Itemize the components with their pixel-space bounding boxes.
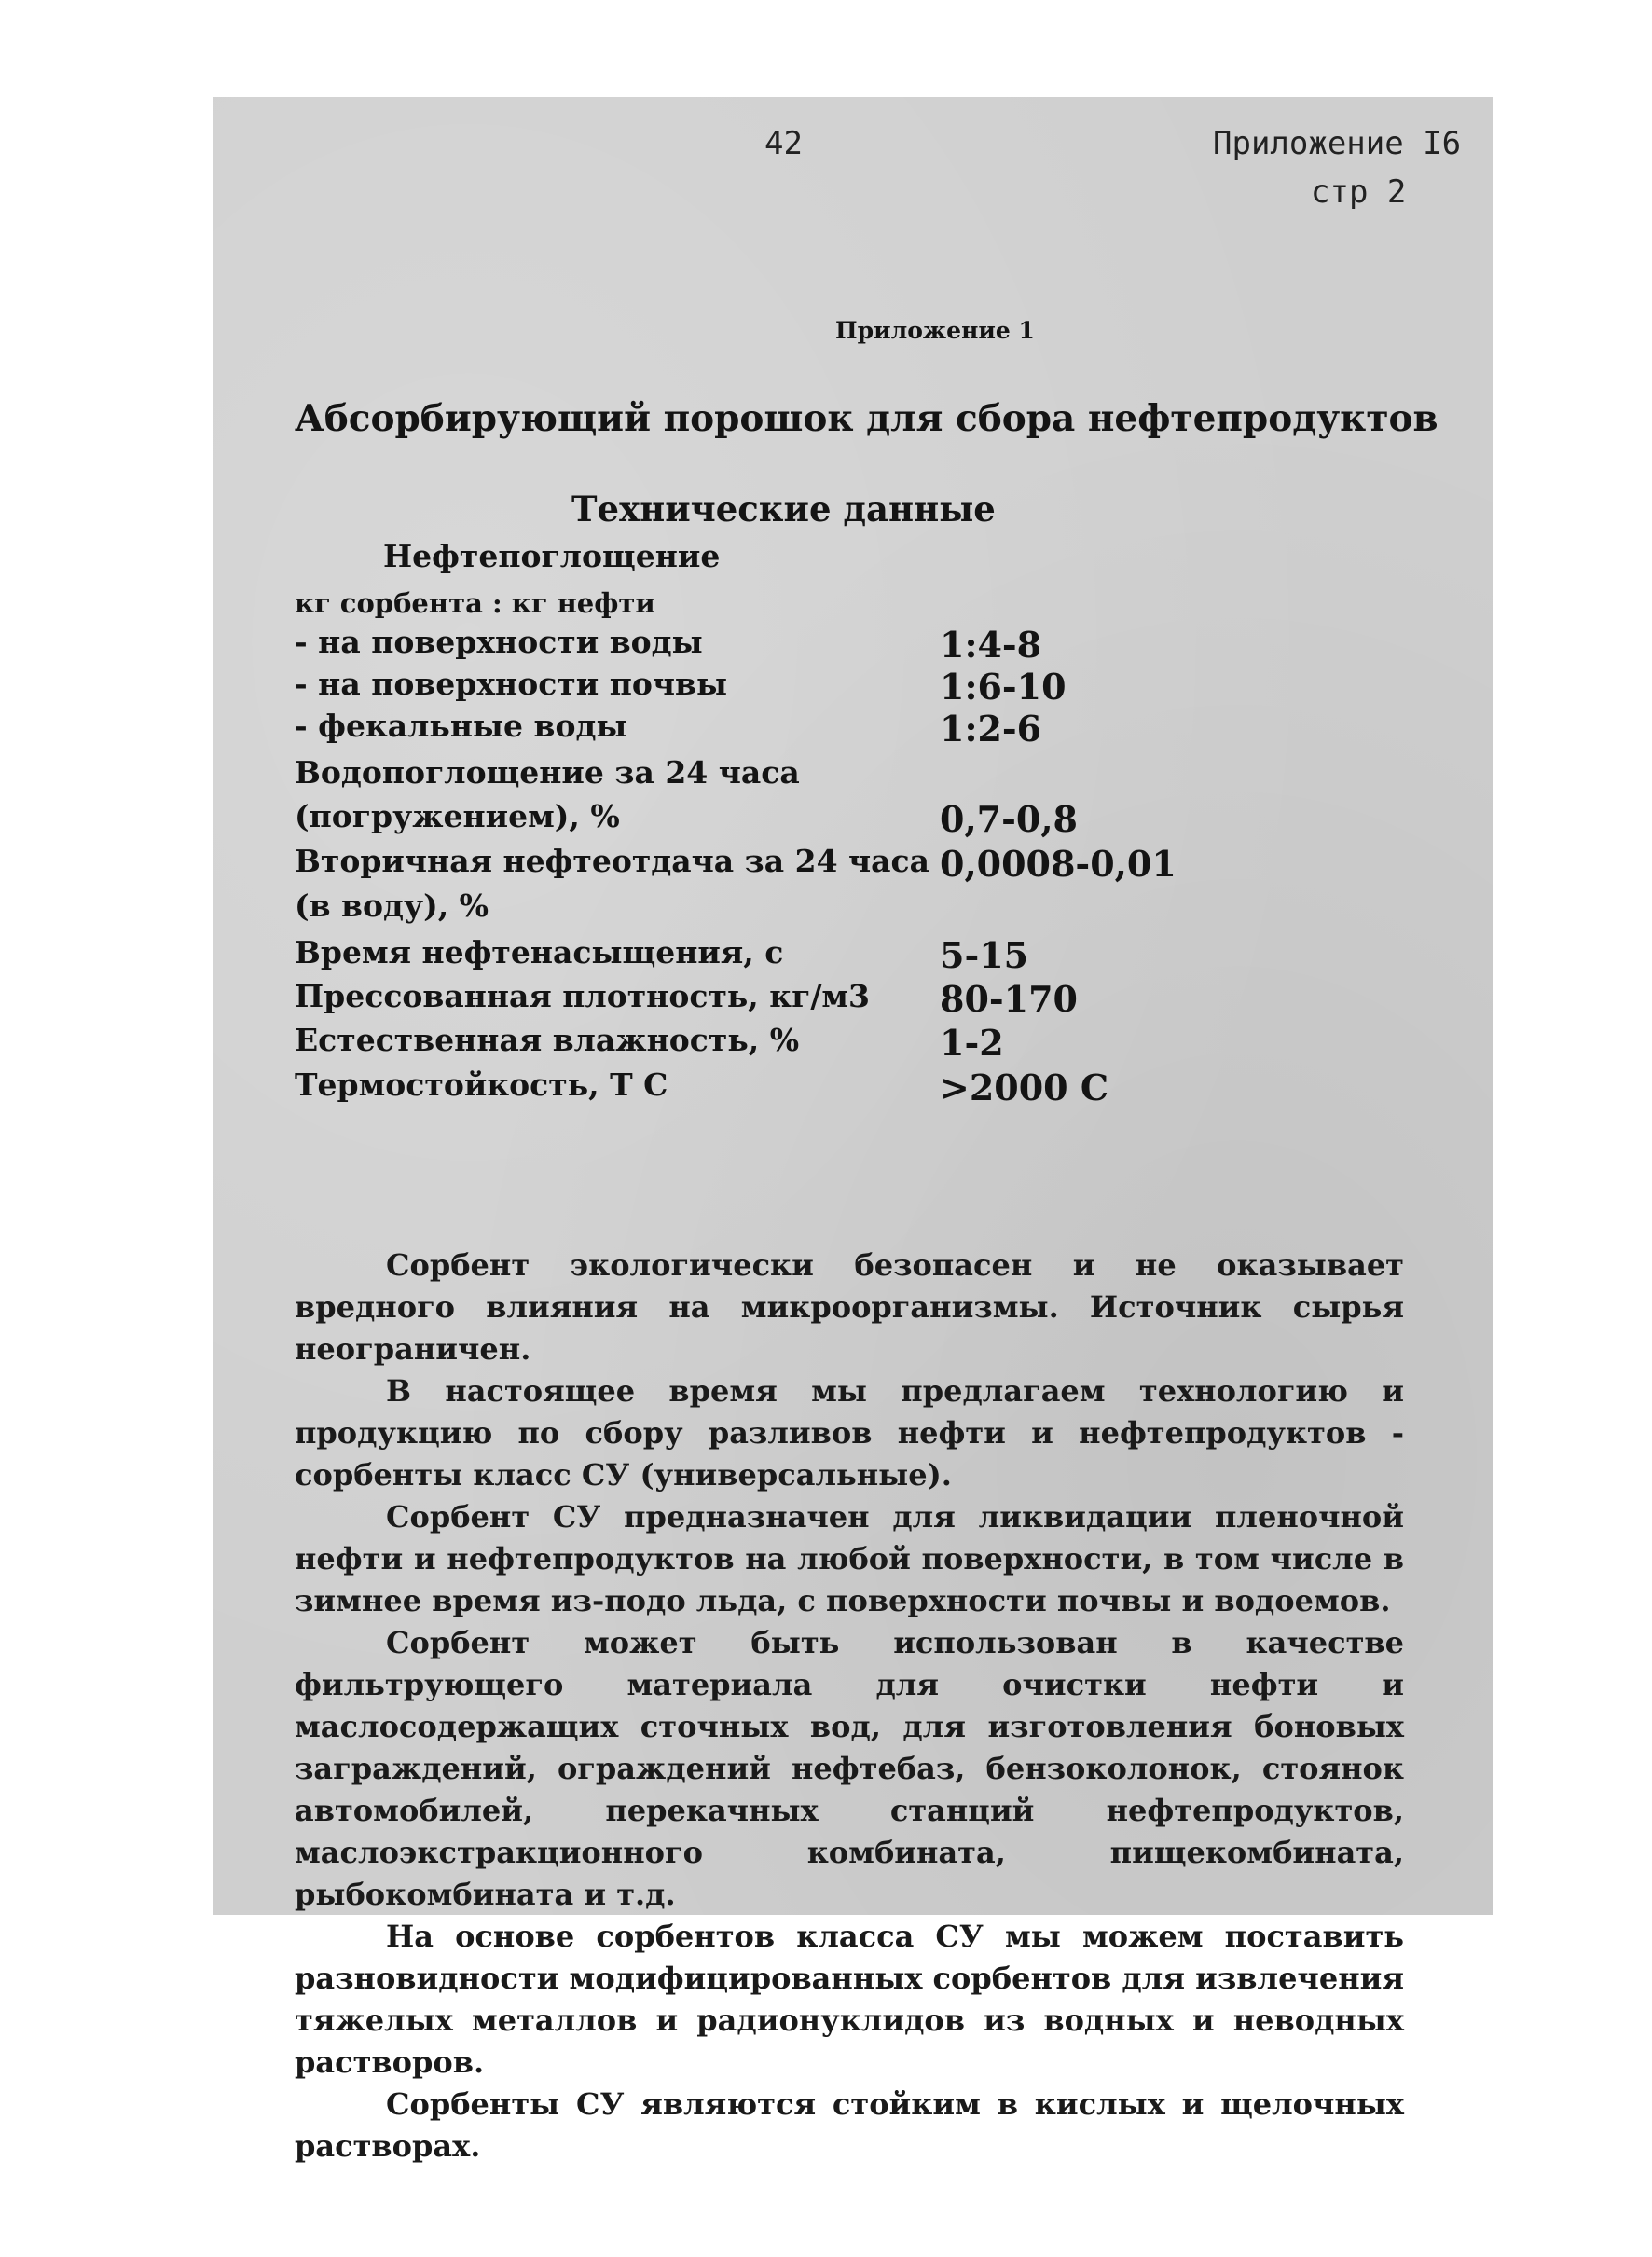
tech-data-table <box>295 97 1227 1216</box>
row-value: 80-170 <box>940 978 1078 1020</box>
row-value: 0,0008-0,01 <box>940 843 1177 885</box>
table-row <box>295 708 1227 752</box>
table-row <box>295 754 1227 799</box>
row-value: 1:6-10 <box>940 666 1067 708</box>
row-value: >2000 С <box>940 1067 1109 1108</box>
table-row <box>295 978 1227 1023</box>
row-label: Вторичная нефтеотдача за 24 часа <box>295 843 930 879</box>
row-label: Естественная влажность, % <box>295 1022 800 1058</box>
row-value: 1:2-6 <box>940 708 1042 750</box>
appendix-label: Приложение I6 <box>1213 125 1462 162</box>
row-label: - на поверхности почвы <box>295 666 728 702</box>
main-title: Абсорбирующий порошок для сбора нефтепродуктов <box>295 397 1439 440</box>
scanned-page <box>213 97 1493 2164</box>
row-label: Термостойкость, Т С <box>295 1067 668 1103</box>
body-text <box>295 1245 1404 2168</box>
paragraph: На основе сорбентов класса СУ мы можем поставить разновидности модифицированных сорбентов для извлечения тяжелых металлов и радионуклидов из водных и неводных растворов. <box>295 1919 1404 2080</box>
page-number: 42 <box>764 125 803 162</box>
row-label: (в воду), % <box>295 888 489 924</box>
table-row <box>295 934 1227 979</box>
table-row <box>295 843 1227 888</box>
row-value: 0,7-0,8 <box>940 798 1078 840</box>
appendix-title: Приложение 1 <box>835 317 1035 344</box>
row-label: Время нефтенасыщения, с <box>295 934 784 970</box>
table-row <box>295 1067 1227 1111</box>
section-title: Технические данные <box>571 489 996 530</box>
paragraph: Сорбент СУ предназначен для ликвидации пленочной нефти и нефтепродуктов на любой поверхности, в том числе в зимнее время из-подо льда, с поверхности почвы и водоемов. <box>295 1499 1404 1618</box>
oil-absorption-heading: Нефтепоглощение <box>383 538 721 574</box>
table-row <box>295 666 1227 710</box>
paragraph: Сорбент экологически безопасен и не оказывает вредного влияния на микроорганизмы. Источник сырья неограничен. <box>295 1247 1404 1367</box>
paragraph: Сорбенты СУ являются стойким в кислых и щелочных растворах. <box>295 2086 1404 2164</box>
table-row <box>295 798 1227 843</box>
row-label: - фекальные воды <box>295 708 627 744</box>
paragraph: Сорбент может быть использован в качестве фильтрующего материала для очистки нефти и маслосодержащих сточных вод, для изготовления боновых заграждений, ограждений нефтебаз, бензоколонок, стоянок автомобилей, перекачных станций нефтепродуктов, маслоэкстракционного комбината, пищекомбината, рыбокомбината и т.д. <box>295 1625 1404 1912</box>
row-label: Водопоглощение за 24 часа <box>295 754 800 791</box>
table-row <box>295 624 1227 668</box>
row-label: Прессованная плотность, кг/м3 <box>295 978 870 1014</box>
table-row <box>295 1022 1227 1067</box>
page-ref: стр 2 <box>1311 173 1407 211</box>
row-value: 1:4-8 <box>940 624 1042 666</box>
paragraph: В настоящее время мы предлагаем технологию и продукцию по сбору разливов нефти и нефтепродуктов - сорбенты класс СУ (универсальные). <box>295 1373 1404 1493</box>
row-label: - на поверхности воды <box>295 624 703 660</box>
ratio-heading: кг сорбента : кг нефти <box>295 587 655 619</box>
row-value: 1-2 <box>940 1022 1004 1064</box>
row-value: 5-15 <box>940 934 1029 976</box>
table-row <box>295 888 1227 932</box>
row-label: (погружением), % <box>295 798 620 834</box>
